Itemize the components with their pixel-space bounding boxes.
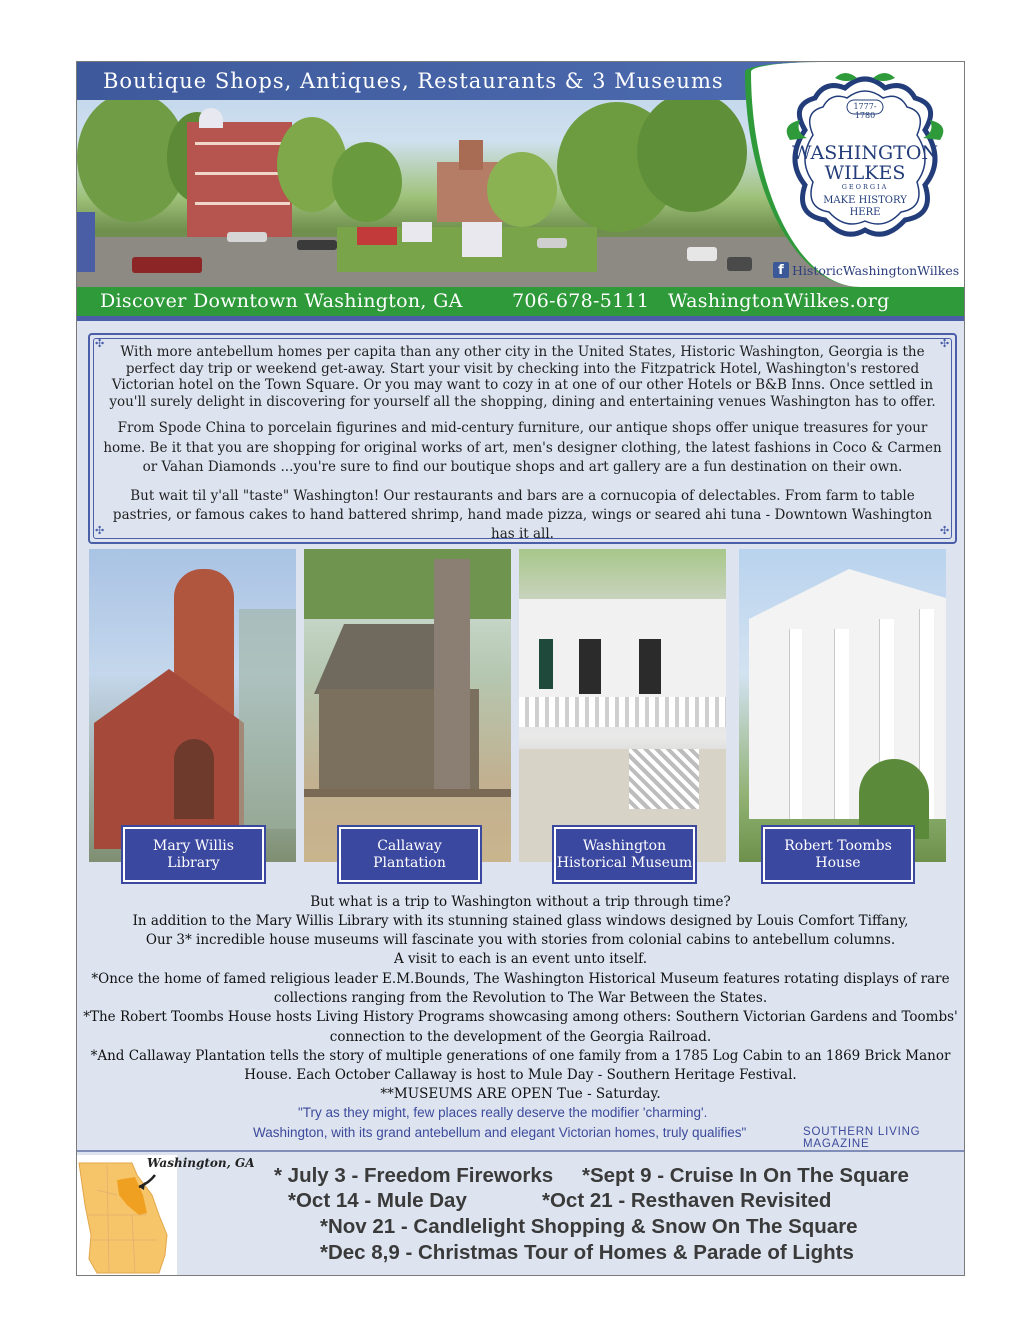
logo-name-line2: WILKES [824,162,906,184]
logo-tagline-line2: HERE [849,207,881,218]
body-line: connection to the development of the Georgia Railroad. [329,1029,712,1045]
quote-source: SOUTHERN LIVING MAGAZINE [803,1126,921,1150]
event-dec-8-9: *Dec 8,9 - Christmas Tour of Homes & Parade of Lights [320,1241,854,1264]
logo-years: 1777-1780 [853,102,877,120]
ornament-icon: ✣ [95,524,105,537]
ornament-icon: ✣ [940,337,950,350]
contact-bar [77,287,964,316]
event-sept-9: *Sept 9 - Cruise In On The Square [582,1164,909,1187]
facebook-link[interactable] [773,262,959,278]
hero-photo [77,62,964,287]
body-line: *And Callaway Plantation tells the story of multiple generations of one family from a 1785 Log Cabin to an 1869 Brick Manor [90,1048,951,1064]
flyer [76,61,965,1276]
header-title-bar [77,62,817,100]
body-line: *Once the home of famed religious leader E.M.Bounds, The Washington Historical Museum features rotating displays of rare [91,971,950,987]
robert-toombs-house-label: Robert Toombs House [763,827,913,882]
quote-line-2: Washington, with its grand antebellum and elegant Victorian homes, truly qualifies" [253,1125,747,1140]
event-july-3: * July 3 - Freedom Fireworks [274,1164,554,1187]
facebook-icon: f [773,262,789,278]
ornament-icon: ✣ [940,524,950,537]
robert-toombs-house-photo [739,549,946,862]
intro-paragraph-3: But wait til y'all "taste" Washington! Our restaurants and bars are a cornucopia of delectables. From farm to table pastries, or famous cakes to hand battered shrimp, hand made pizza, wings or seared ahi tuna - Downtown Washington has it all. [112,487,933,542]
georgia-map [77,1155,177,1275]
mary-willis-library-label: Mary Willis Library [123,827,264,882]
body-line: But what is a trip to Washington without a trip through time? [310,894,731,910]
ornament-icon: ✣ [95,337,105,350]
mary-willis-library-photo [89,549,296,862]
washington-historical-museum-photo [519,549,726,862]
intro-paragraph-2: From Spode China to porcelain figurines and mid-century furniture, our antique shops offer unique treasures for your home. Be it that you are shopping for original works of art, men's designer clothing, the latest fashions in Coco & Carmen or Vahan Diamonds ...you're sure to find our boutique shops and art gallery are a fun destination on their own. [103,420,942,476]
body-line: A visit to each is an event unto itself. [394,951,647,967]
logo-state: GEORGIA [841,183,889,191]
header-title: Boutique Shops, Antiques, Restaurants & 3 Museums [103,69,724,93]
body-line: In addition to the Mary Willis Library with its stunning stained glass windows designed by Louis Comfort Tiffany, [132,913,909,929]
phone-number[interactable]: 706-678-5111 [512,290,650,312]
body-line: collections ranging from the Revolution to The War Between the States. [273,990,768,1006]
callaway-plantation-photo [304,549,511,862]
body-line: House. Each October Callaway is host to Mule Day - Southern Heritage Festival. [244,1067,797,1083]
event-oct-21: *Oct 21 - Resthaven Revisited [542,1189,832,1212]
body-line: *The Robert Toombs House hosts Living History Programs showcasing among others: Southern Victorian Gardens and Toombs' [83,1009,958,1025]
body-line: Our 3* incredible house museums will fascinate you with stories from colonial cabins to antebellum columns. [145,932,896,948]
logo-name-line1: WASHINGTON [791,142,939,164]
event-nov-21: *Nov 21 - Candlelight Shopping & Snow On The Square [320,1215,858,1238]
callaway-plantation-label: Callaway Plantation [339,827,480,882]
intro-paragraph-1: With more antebellum homes per capita than any other city in the United States, Historic Washington, Georgia is the perfect day trip or weekend get-away. Start your visit by checking into the Fitzpatrick Hotel, Washington's restored Victorian hotel on the Town Square. Or you may want to cozy in at one of our other Hotels or B&B Inns. Once settled in you'll surely delight in discovering for yourself all the shopping, dining and entertaining venues Washington has to offer. [109,344,936,410]
events-section [77,1150,964,1276]
event-oct-14: *Oct 14 - Mule Day [288,1189,467,1212]
facebook-handle: HistoricWashingtonWilkes [792,262,960,278]
georgia-map-icon [77,1155,177,1275]
website-link[interactable]: WashingtonWilkes.org [668,290,890,312]
intro-box [88,333,957,544]
map-label: Washington, GA [147,1156,255,1170]
museums-hours: **MUSEUMS ARE OPEN Tue - Saturday. [380,1086,661,1102]
logo-tagline-line1: MAKE HISTORY [823,195,907,206]
location-text: Discover Downtown Washington, GA [100,290,463,312]
washington-historical-museum-label: Washington Historical Museum [554,827,695,882]
divider [77,316,964,321]
quote-line-1: "Try as they might, few places really deserve the modifier 'charming'. [298,1105,708,1120]
